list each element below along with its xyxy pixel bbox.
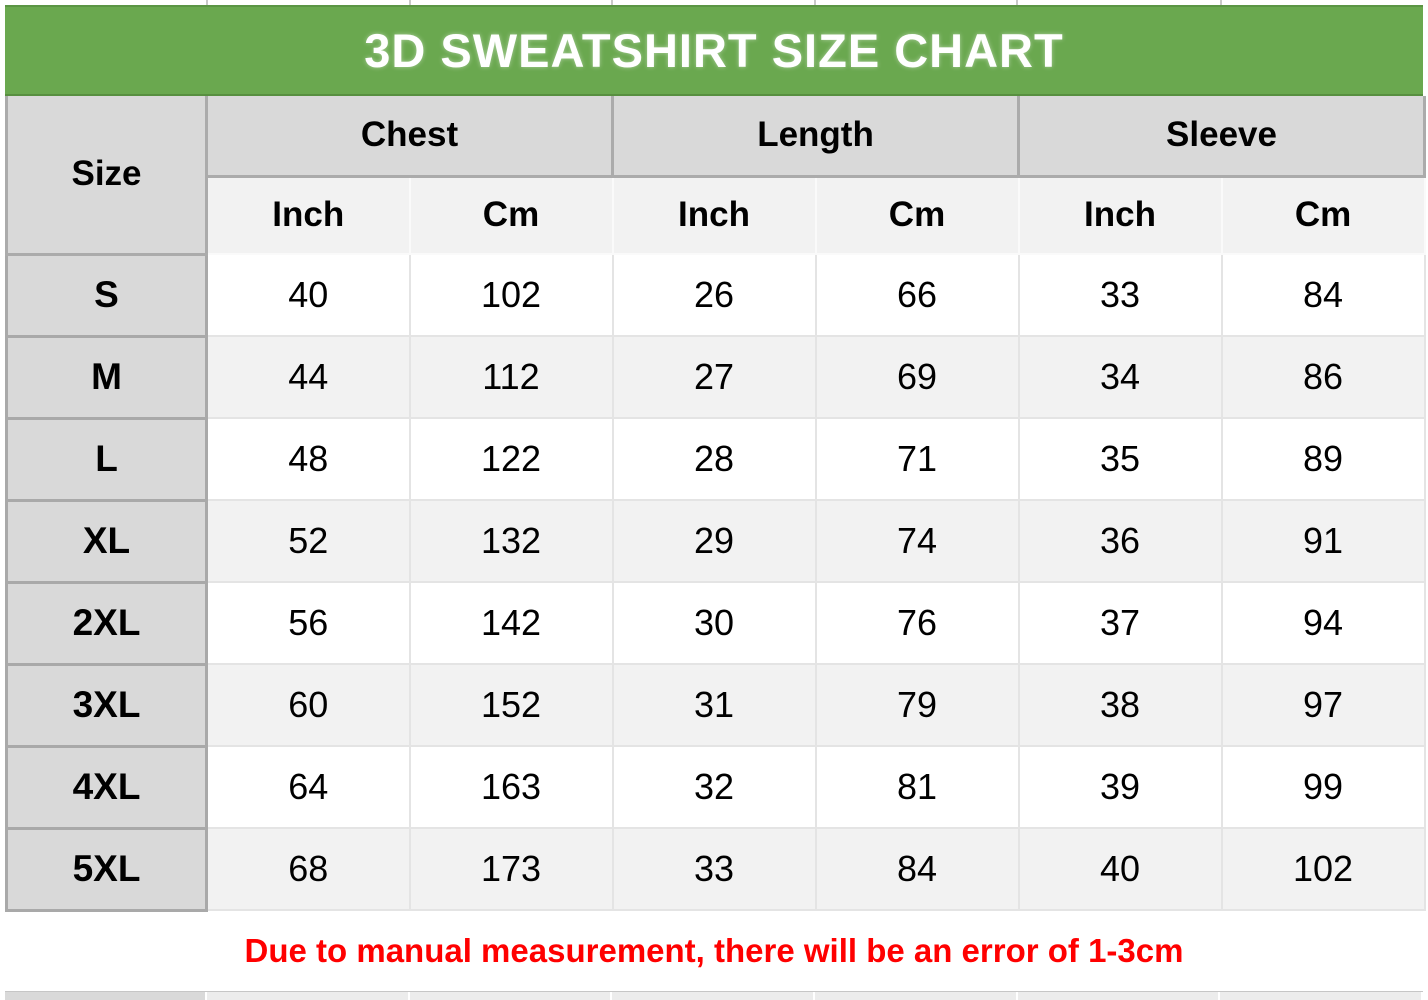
size-cell: 2XL — [7, 582, 207, 664]
gridline-cell — [5, 992, 207, 1000]
gridline-tick — [206, 0, 208, 5]
value-cell: 52 — [207, 500, 410, 582]
value-cell: 94 — [1222, 582, 1425, 664]
value-cell: 35 — [1019, 418, 1222, 500]
size-cell: 4XL — [7, 746, 207, 828]
gridline-tick — [814, 0, 816, 5]
value-cell: 76 — [816, 582, 1019, 664]
value-cell: 36 — [1019, 500, 1222, 582]
chest-inch-header: Inch — [207, 176, 410, 254]
value-cell: 29 — [613, 500, 816, 582]
size-cell: 3XL — [7, 664, 207, 746]
gridline-cell — [410, 992, 613, 1000]
value-cell: 27 — [613, 336, 816, 418]
value-cell: 39 — [1019, 746, 1222, 828]
gridline-tick — [611, 0, 613, 5]
gridline-tick — [409, 0, 411, 5]
value-cell: 68 — [207, 828, 410, 910]
length-cm-header: Cm — [816, 176, 1019, 254]
gridline-tick — [1016, 0, 1018, 5]
sleeve-cm-header: Cm — [1222, 176, 1425, 254]
value-cell: 79 — [816, 664, 1019, 746]
size-column-header: Size — [7, 96, 207, 254]
value-cell: 33 — [1019, 254, 1222, 336]
value-cell: 28 — [613, 418, 816, 500]
table-row — [7, 664, 1425, 746]
value-cell: 37 — [1019, 582, 1222, 664]
value-cell: 69 — [816, 336, 1019, 418]
gridline-cell — [815, 992, 1018, 1000]
value-cell: 74 — [816, 500, 1019, 582]
chest-group-header: Chest — [207, 96, 613, 176]
size-cell: S — [7, 254, 207, 336]
table-row — [7, 336, 1425, 418]
gridline-cell — [612, 992, 815, 1000]
sleeve-group-header: Sleeve — [1019, 96, 1425, 176]
value-cell: 31 — [613, 664, 816, 746]
value-cell: 32 — [613, 746, 816, 828]
value-cell: 122 — [410, 418, 613, 500]
group-header-row — [7, 96, 1425, 176]
value-cell: 66 — [816, 254, 1019, 336]
table-row — [7, 254, 1425, 336]
value-cell: 152 — [410, 664, 613, 746]
value-cell: 84 — [816, 828, 1019, 910]
value-cell: 86 — [1222, 336, 1425, 418]
value-cell: 56 — [207, 582, 410, 664]
value-cell: 33 — [613, 828, 816, 910]
value-cell: 48 — [207, 418, 410, 500]
size-cell: 5XL — [7, 828, 207, 910]
page-title: 3D SWEATSHIRT SIZE CHART — [364, 24, 1064, 77]
length-inch-header: Inch — [613, 176, 816, 254]
value-cell: 30 — [613, 582, 816, 664]
size-chart-table — [5, 96, 1426, 912]
value-cell: 142 — [410, 582, 613, 664]
gridline-tick — [1220, 0, 1222, 5]
value-cell: 64 — [207, 746, 410, 828]
table-row — [7, 500, 1425, 582]
gridline-cell — [207, 992, 410, 1000]
size-cell: L — [7, 418, 207, 500]
table-row — [7, 828, 1425, 910]
value-cell: 89 — [1222, 418, 1425, 500]
value-cell: 44 — [207, 336, 410, 418]
value-cell: 40 — [1019, 828, 1222, 910]
value-cell: 91 — [1222, 500, 1425, 582]
chest-cm-header: Cm — [410, 176, 613, 254]
unit-header-row — [7, 176, 1425, 254]
value-cell: 40 — [207, 254, 410, 336]
value-cell: 97 — [1222, 664, 1425, 746]
value-cell: 81 — [816, 746, 1019, 828]
value-cell: 132 — [410, 500, 613, 582]
table-header — [7, 96, 1425, 254]
value-cell: 71 — [816, 418, 1019, 500]
value-cell: 60 — [207, 664, 410, 746]
value-cell: 26 — [613, 254, 816, 336]
table-row — [7, 418, 1425, 500]
value-cell: 173 — [410, 828, 613, 910]
size-cell: M — [7, 336, 207, 418]
table-row — [7, 746, 1425, 828]
gridline-cell — [1220, 992, 1423, 1000]
value-cell: 163 — [410, 746, 613, 828]
measurement-note: Due to manual measurement, there will be an error of 1-3cm — [244, 932, 1184, 969]
value-cell: 102 — [1222, 828, 1425, 910]
value-cell: 84 — [1222, 254, 1425, 336]
bottom-gridline-strip — [5, 991, 1423, 1000]
size-cell: XL — [7, 500, 207, 582]
sleeve-inch-header: Inch — [1019, 176, 1222, 254]
value-cell: 112 — [410, 336, 613, 418]
table-body — [7, 254, 1425, 910]
length-group-header: Length — [613, 96, 1019, 176]
top-gridline-strip — [0, 0, 1428, 5]
value-cell: 102 — [410, 254, 613, 336]
value-cell: 99 — [1222, 746, 1425, 828]
gridline-cell — [1018, 992, 1221, 1000]
measurement-note-row — [5, 912, 1423, 991]
value-cell: 38 — [1019, 664, 1222, 746]
table-row — [7, 582, 1425, 664]
value-cell: 34 — [1019, 336, 1222, 418]
title-banner — [5, 5, 1423, 96]
